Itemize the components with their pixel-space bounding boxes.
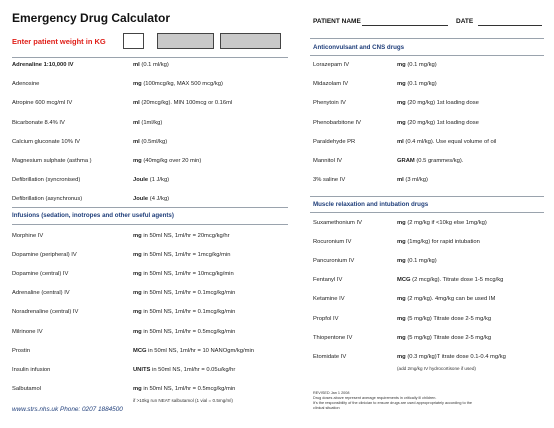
divider (310, 38, 544, 39)
dose-detail: (1mg/kg) for rapid intubation (407, 239, 480, 246)
date-field[interactable] (478, 25, 542, 26)
revision-note (313, 391, 543, 411)
dose-unit: GRAM (397, 158, 415, 164)
drug-dose (133, 386, 235, 392)
drug-row (12, 367, 252, 375)
dose-detail: in 50ml NS, 1ml/hr = 10mcg/kg/min (143, 271, 234, 278)
drug-dose (397, 158, 463, 164)
dose-detail: (0.1 mg/kg) (407, 81, 437, 88)
dose-unit: mg (133, 271, 142, 278)
anticonvulsant-heading: Anticonvulsant and CNS drugs (313, 44, 405, 51)
drug-dose (397, 296, 495, 302)
dose-detail: (20mcg/kg). MIN 100mcg or 0.16ml (141, 100, 233, 107)
drug-row (313, 354, 553, 362)
drug-row (313, 335, 553, 343)
drug-dose (397, 354, 506, 360)
dose-detail: (5 mg/kg) Titrate dose 2-5 mg/kg (407, 334, 492, 341)
disclaimer-line: clinical situation (313, 406, 340, 410)
dose-detail: (0.4 ml/kg). Use equal volume of oil (405, 138, 497, 145)
dose-detail: (1ml/kg) (141, 119, 163, 126)
dose-unit: mg (397, 62, 406, 68)
drug-row (12, 386, 252, 394)
dose-unit: mg (133, 290, 142, 297)
drug-name: Etomidate IV (313, 353, 347, 360)
dose-unit: ml (133, 138, 140, 145)
drug-dose (133, 271, 234, 277)
drug-row (313, 258, 553, 266)
dose-detail: in 50ml NS, 1ml/hr = 0.1mcg/kg/min (143, 290, 236, 297)
drug-row (313, 81, 553, 89)
dose-detail: (0.1 ml/kg) (141, 62, 169, 68)
drug-dose (397, 100, 479, 106)
drug-dose (133, 81, 223, 87)
drug-row (12, 139, 252, 147)
drug-name: Propfol IV (313, 315, 339, 322)
dose-unit: mg (133, 233, 142, 239)
divider (310, 55, 544, 56)
drug-row (313, 177, 553, 185)
dose-unit: mg (397, 119, 406, 126)
dose-detail: (5 mg/kg) Titrate dose 2-5 mg/kg (407, 315, 492, 322)
dose-unit: ml (397, 177, 404, 184)
divider (12, 207, 288, 208)
dose-detail: (0.1 mg/kg) (407, 62, 437, 68)
dose-detail: (40mg/kg over 20 min) (143, 158, 202, 164)
dose-detail: (100mcg/kg, MAX 500 mcg/kg) (143, 81, 223, 88)
drug-row (12, 196, 252, 204)
drug-row (12, 81, 252, 89)
dose-detail: (3 ml/kg) (405, 177, 428, 184)
dose-unit: mg (397, 81, 406, 88)
dose-unit: mg (397, 315, 406, 322)
drug-row (313, 220, 553, 228)
infusions-heading: Infusions (sedation, inotropes and other useful agents) (12, 212, 174, 219)
drug-name: Bicarbonate 8.4% IV (12, 119, 65, 126)
drug-name: Adenosine (12, 81, 40, 88)
drug-row (313, 62, 553, 70)
drug-dose (397, 81, 437, 87)
drug-row (313, 296, 553, 304)
drug-name: Midazolam IV (313, 81, 349, 88)
patient-name-field[interactable] (362, 25, 448, 26)
drug-dose (133, 329, 235, 335)
dose-detail: in 50ml NS, 1ml/hr = 0.1mcg/kg/min (143, 309, 236, 316)
muscle-relaxation-heading: Muscle relaxation and intubation drugs (313, 201, 429, 208)
dose-unit: mg (133, 328, 142, 335)
dose-unit: ml (133, 119, 140, 126)
drug-row (313, 158, 553, 166)
dose-unit: Joule (133, 196, 149, 203)
drug-name: Thiopentone IV (313, 334, 353, 341)
dose-unit: mg (397, 296, 406, 303)
dose-unit: mg (397, 239, 406, 246)
drug-dose (133, 290, 235, 296)
dose-detail: (20 mg/kg) 1st loading dose (407, 119, 479, 126)
drug-name: Dopamine (central) IV (12, 271, 69, 278)
divider (12, 57, 288, 58)
dose-detail: (2 mg/kg if <10kg else 1mg/kg) (407, 220, 487, 226)
dose-detail: (20 mg/kg) 1st loading dose (407, 100, 479, 107)
drug-dose (397, 120, 479, 126)
drug-row (12, 309, 252, 317)
dose-detail: in 50ml NS, 1ml/hr = 0.05u/kg/hr (152, 366, 236, 373)
drug-row (12, 329, 252, 337)
drug-row (12, 252, 252, 260)
drug-dose (133, 177, 169, 183)
drug-row (313, 239, 553, 247)
drug-name: Dopamine (peripheral) IV (12, 252, 77, 259)
dose-unit: mg (133, 81, 142, 88)
drug-row (12, 177, 252, 185)
dose-detail: (0.1 mg/kg) (407, 258, 437, 265)
drug-row (313, 139, 553, 147)
drug-row (12, 120, 252, 128)
dose-unit: mg (133, 252, 142, 259)
drug-name: Phenytoin IV (313, 100, 346, 107)
drug-row (12, 348, 252, 356)
drug-name: Magnesium sulphate (asthma ) (12, 158, 92, 164)
drug-dose (397, 316, 491, 322)
drug-name: Insulin infusion (12, 366, 51, 373)
drug-name: Atropine 600 mcg/ml IV (12, 100, 73, 107)
dose-detail: in 50ml NS, 1ml/hr = 0.5mcg/kg/min (143, 385, 236, 392)
drug-dose (133, 233, 230, 239)
page-title: Emergency Drug Calculator (12, 11, 171, 25)
drug-dose (397, 258, 437, 264)
drug-row (313, 120, 553, 128)
drug-dose (397, 220, 487, 226)
drug-name: Adrenaline 1:10,000 IV (12, 62, 74, 68)
drug-name: Ketamine IV (313, 296, 345, 303)
drug-row (12, 100, 252, 108)
dose-detail: in 50ml NS, 1ml/hr = 0.5mcg/kg/min (143, 328, 236, 335)
disclaimer-line: It's the responsibility of the clinician to ensure drugs are used appropropriately according to the (313, 401, 473, 405)
dose-unit: ml (133, 62, 140, 68)
drug-dose (397, 62, 437, 68)
dose-unit: UNITS (133, 366, 151, 373)
drug-name: Morphine IV (12, 233, 44, 239)
drug-name: Lorazepam IV (313, 62, 350, 68)
disclaimer-line: Drug doses above represent average requirements in critically ill children. (313, 396, 437, 400)
weight-input[interactable] (123, 33, 144, 49)
drug-row (12, 271, 252, 279)
drug-dose (397, 177, 428, 183)
dose-unit: Joule (133, 177, 149, 184)
dose-unit: mg (397, 100, 406, 107)
dose-unit: mg (397, 334, 406, 341)
drug-row (12, 62, 252, 70)
drug-dose (133, 309, 235, 315)
drug-row (12, 290, 252, 298)
drug-row (313, 316, 553, 324)
drug-dose (133, 158, 201, 164)
dose-detail: (4 J/kg) (149, 196, 170, 203)
drug-name: Prostin (12, 347, 31, 354)
drug-dose (397, 335, 491, 341)
drug-dose (397, 239, 480, 245)
drug-name: Fentanyl IV (313, 277, 343, 284)
revised-date: REVISED Jan 1 2008 (313, 391, 350, 395)
dose-detail: (2 mg/kg). 4mg/kg can be used IM (407, 296, 496, 303)
drug-name: Defibrillation (asynchronus) (12, 196, 83, 203)
drug-row (313, 100, 553, 108)
dose-unit: mg (133, 309, 142, 316)
dose-detail: (0.3 mg/kg)T itrate dose 0.1-0.4 mg/kg (407, 353, 506, 360)
dose-unit: mg (133, 385, 142, 392)
dose-unit: ml (397, 138, 404, 145)
drug-dose (133, 196, 169, 202)
weight-label: Enter patient weight in KG (12, 37, 106, 46)
drug-name: Mannitol IV (313, 158, 342, 164)
weight-output-box-2 (220, 33, 281, 49)
drug-name: Defibrillation (syncronised) (12, 177, 81, 184)
dose-detail: in 50ml NS, 1ml/hr = 20mcg/kg/hr (143, 233, 230, 239)
drug-name: Noradrenaline (central) IV (12, 309, 79, 316)
drug-name: Rocuronium IV (313, 239, 352, 246)
drug-name: Calcium gluconate 10% IV (12, 138, 80, 145)
date-label: DATE (456, 18, 474, 25)
divider (310, 212, 544, 213)
dose-unit: mg (133, 158, 142, 164)
drug-dose (133, 367, 235, 373)
dose-detail: (0.5 grammes/kg). (416, 158, 464, 164)
salbutamol-note: if >10kg run NEAT salbutamol (1 vial = 0.5mg/ml) (133, 398, 233, 403)
drug-name: Adrenaline (central) IV (12, 290, 70, 297)
dose-unit: MCG (397, 277, 411, 284)
drug-name: 3% saline IV (313, 177, 346, 184)
footer-contact: www.strs.nhs.uk Phone: 0207 1884500 (12, 406, 123, 413)
patient-name-label: PATIENT NAME (313, 18, 361, 25)
drug-row (313, 277, 553, 285)
drug-row (12, 158, 252, 166)
drug-name: Paraldehyde PR (313, 138, 356, 145)
drug-row (12, 233, 252, 241)
dose-unit: MCG (133, 347, 147, 354)
dose-detail: in 50ml NS, 1ml/hr = 1mcg/kg/min (143, 252, 231, 259)
dose-unit: ml (133, 100, 140, 107)
dose-detail: (1 J/kg) (149, 177, 170, 184)
drug-name: Pancuronium IV (313, 258, 355, 265)
drug-name: Milrinone IV (12, 328, 43, 335)
drug-dose (133, 139, 167, 145)
etomidate-note: (add 2mg/kg IV hydrocortisone if used) (397, 366, 476, 371)
dose-detail: (2 mcg/kg). Titrate dose 1-5 mcg/kg (412, 277, 504, 284)
dose-unit: mg (397, 353, 406, 360)
divider (12, 224, 288, 225)
drug-dose (133, 100, 232, 106)
drug-dose (397, 277, 503, 283)
drug-dose (133, 348, 254, 354)
dose-unit: mg (397, 220, 406, 226)
divider (310, 196, 544, 197)
dose-detail: in 50ml NS, 1ml/hr = 10 NANOgm/kg/min (148, 347, 254, 354)
drug-dose (397, 139, 496, 145)
drug-name: Phenobarbitone IV (313, 119, 362, 126)
drug-dose (133, 252, 230, 258)
dose-detail: (0.5ml/kg) (141, 138, 168, 145)
drug-dose (133, 62, 169, 68)
drug-name: Suxamethonium IV (313, 220, 362, 226)
drug-dose (133, 120, 162, 126)
drug-name: Salbutamol (12, 385, 42, 392)
dose-unit: mg (397, 258, 406, 265)
weight-output-box-1 (157, 33, 214, 49)
